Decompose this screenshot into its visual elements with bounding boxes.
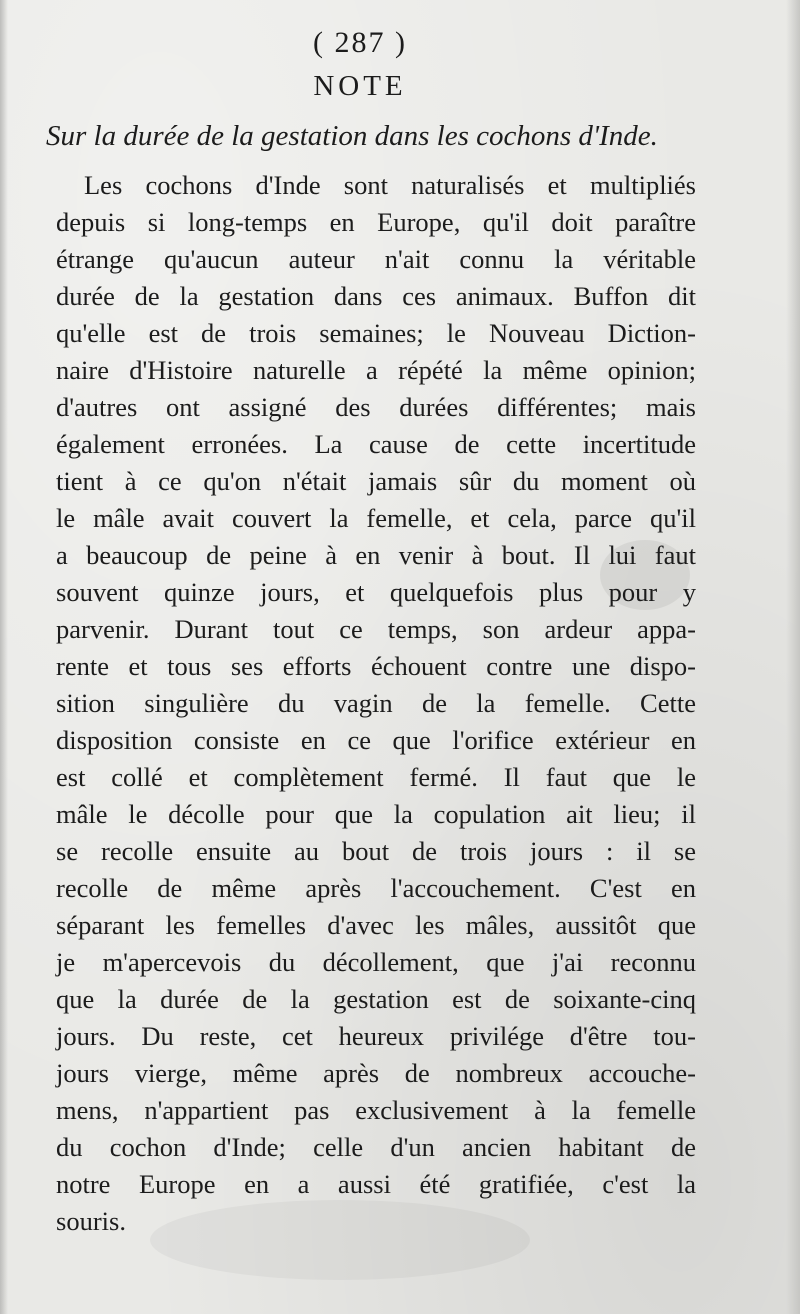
body-line: séparant les femelles d'avec les mâles, aussitôt que <box>56 910 696 940</box>
body-line: est collé et complètement fermé. Il faut que le <box>56 762 696 792</box>
body-line: parvenir. Durant tout ce temps, son ardeur appa- <box>56 614 696 644</box>
body-line: étrange qu'aucun auteur n'ait connu la véritable <box>56 244 696 274</box>
body-line: tient à ce qu'on n'était jamais sûr du moment où <box>56 466 696 496</box>
body-line: que la durée de la gestation est de soixante-cinq <box>56 984 696 1014</box>
body-line: jours vierge, même après de nombreux accouche- <box>56 1058 696 1088</box>
body-line: qu'elle est de trois semaines; le Nouveau Diction- <box>56 318 696 348</box>
page-number: ( 287 ) <box>313 26 407 59</box>
page-edge-shadow-right <box>786 0 800 1314</box>
body-line: durée de la gestation dans ces animaux. Buffon dit <box>56 281 696 311</box>
body-line: d'autres ont assigné des durées différentes; mais <box>56 392 696 422</box>
page-edge-shadow-left <box>0 0 8 1314</box>
body-line: a beaucoup de peine à en venir à bout. Il lui faut <box>56 540 696 570</box>
body-line: souris. <box>56 1206 126 1236</box>
body-line: également erronées. La cause de cette incertitude <box>56 429 696 459</box>
body-line: Les cochons d'Inde sont naturalisés et multipliés <box>84 170 696 200</box>
body-line: se recolle ensuite au bout de trois jours : il se <box>56 836 696 866</box>
note-heading: NOTE <box>313 70 407 102</box>
body-line: naire d'Histoire naturelle a répété la même opinion; <box>56 355 696 385</box>
body-line: souvent quinze jours, et quelquefois plus pour y <box>56 577 696 607</box>
body-line: jours. Du reste, cet heureux privilége d'être tou- <box>56 1021 696 1051</box>
note-body <box>56 167 696 1240</box>
body-line: mens, n'appartient pas exclusivement à la femelle <box>56 1095 696 1125</box>
body-line: du cochon d'Inde; celle d'un ancien habitant de <box>56 1132 696 1162</box>
body-line: disposition consiste en ce que l'orifice extérieur en <box>56 725 696 755</box>
body-line: recolle de même après l'accouchement. C'est en <box>56 873 696 903</box>
body-line: sition singulière du vagin de la femelle. Cette <box>56 688 696 718</box>
body-line: notre Europe en a aussi été gratifiée, c'est la <box>56 1169 696 1199</box>
body-line: le mâle avait couvert la femelle, et cela, parce qu'il <box>56 503 696 533</box>
body-line: je m'apercevois du décollement, que j'ai reconnu <box>56 947 696 977</box>
note-subtitle: Sur la durée de la gestation dans les cochons d'Inde. <box>46 120 658 152</box>
body-line: depuis si long-temps en Europe, qu'il doit paraître <box>56 207 696 237</box>
body-line: rente et tous ses efforts échouent contre une dispo- <box>56 651 696 681</box>
body-line: mâle le décolle pour que la copulation ait lieu; il <box>56 799 696 829</box>
